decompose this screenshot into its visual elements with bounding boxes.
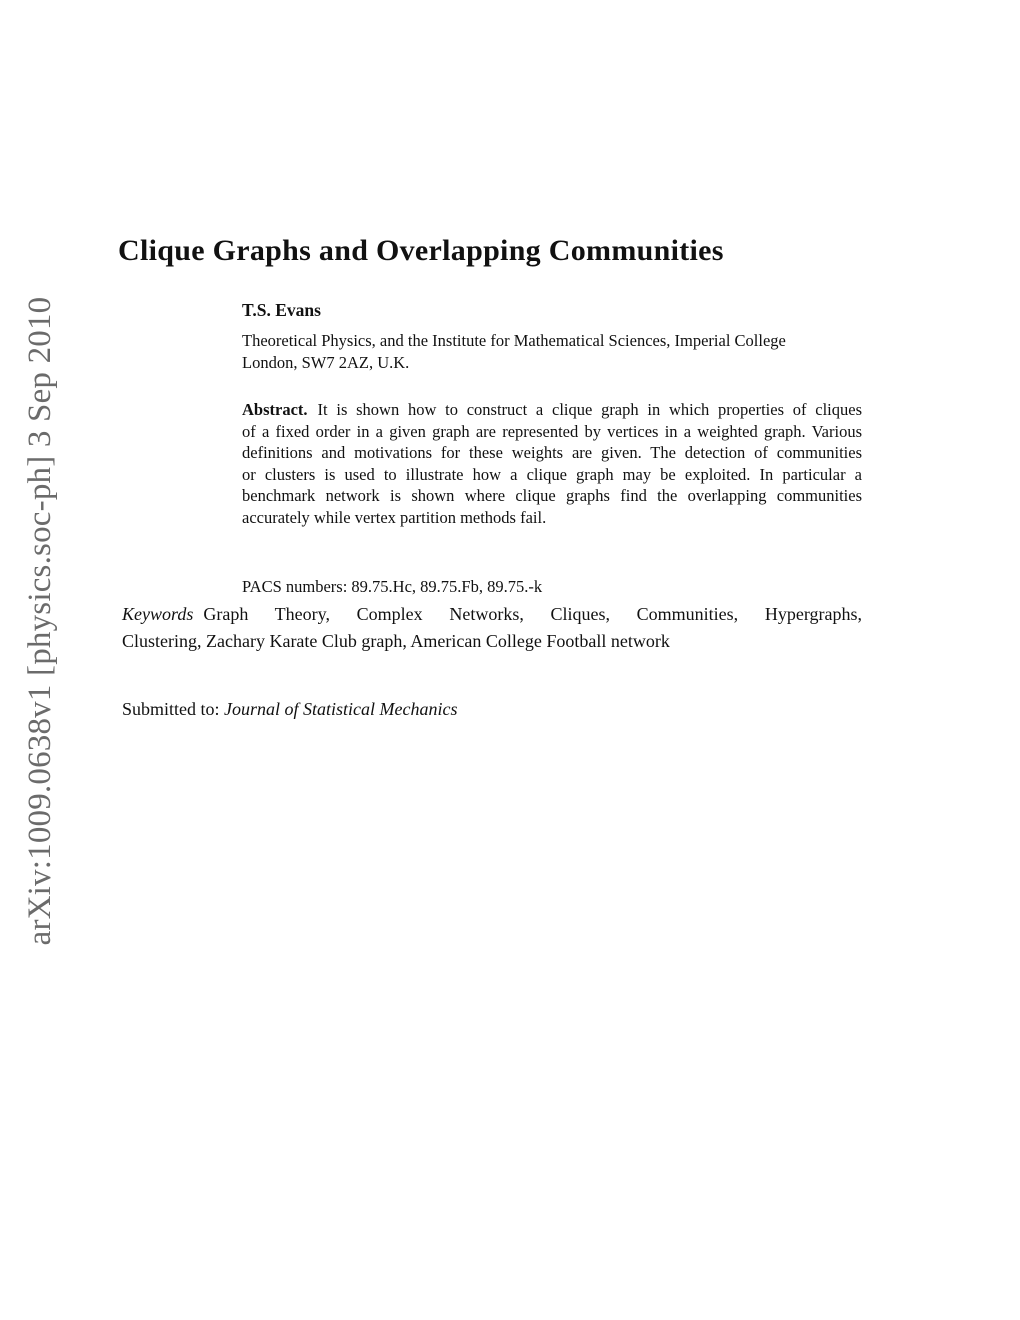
journal-name: Journal of Statistical Mechanics (224, 699, 458, 719)
submitted-to-line (122, 699, 457, 720)
keywords-line: Clustering, Zachary Karate Club graph, American College Football network (122, 630, 670, 651)
abstract-line: or clusters is used to illustrate how a clique graph may be exploited. In particular a (242, 464, 862, 484)
paper-title: Clique Graphs and Overlapping Communities (118, 234, 724, 267)
abstract-line: definitions and motivations for these weights are given. The detection of communities (242, 443, 862, 463)
affiliation (242, 330, 882, 374)
abstract-label: Abstract. (242, 400, 308, 419)
abstract (242, 399, 862, 529)
abstract-line (242, 399, 862, 421)
keywords-line (122, 601, 862, 628)
submitted-label: Submitted to: (122, 699, 220, 719)
affiliation-line: London, SW7 2AZ, U.K. (242, 353, 410, 372)
abstract-line: benchmark network is shown where clique graphs find the overlapping communities (242, 486, 862, 506)
pacs-numbers: PACS numbers: 89.75.Hc, 89.75.Fb, 89.75.-k (242, 577, 543, 596)
keywords-label: Keywords (122, 604, 194, 624)
author-name: T.S. Evans (242, 300, 321, 320)
abstract-line: of a fixed order in a given graph are represented by vertices in a weighted graph. Various (242, 421, 862, 441)
keywords-text: Graph Theory, Complex Networks, Cliques, Communities, Hypergraphs, (203, 604, 862, 624)
abstract-line: accurately while vertex partition methods fail. (242, 507, 547, 527)
keywords (122, 601, 862, 654)
arxiv-identifier-stamp: arXiv:1009.0638v1 [physics.soc-ph] 3 Sep 2010 (22, 296, 58, 946)
affiliation-line: Theoretical Physics, and the Institute for Mathematical Sciences, Imperial College (242, 331, 786, 350)
abstract-text: It is shown how to construct a clique graph in which properties of cliques (317, 400, 862, 419)
